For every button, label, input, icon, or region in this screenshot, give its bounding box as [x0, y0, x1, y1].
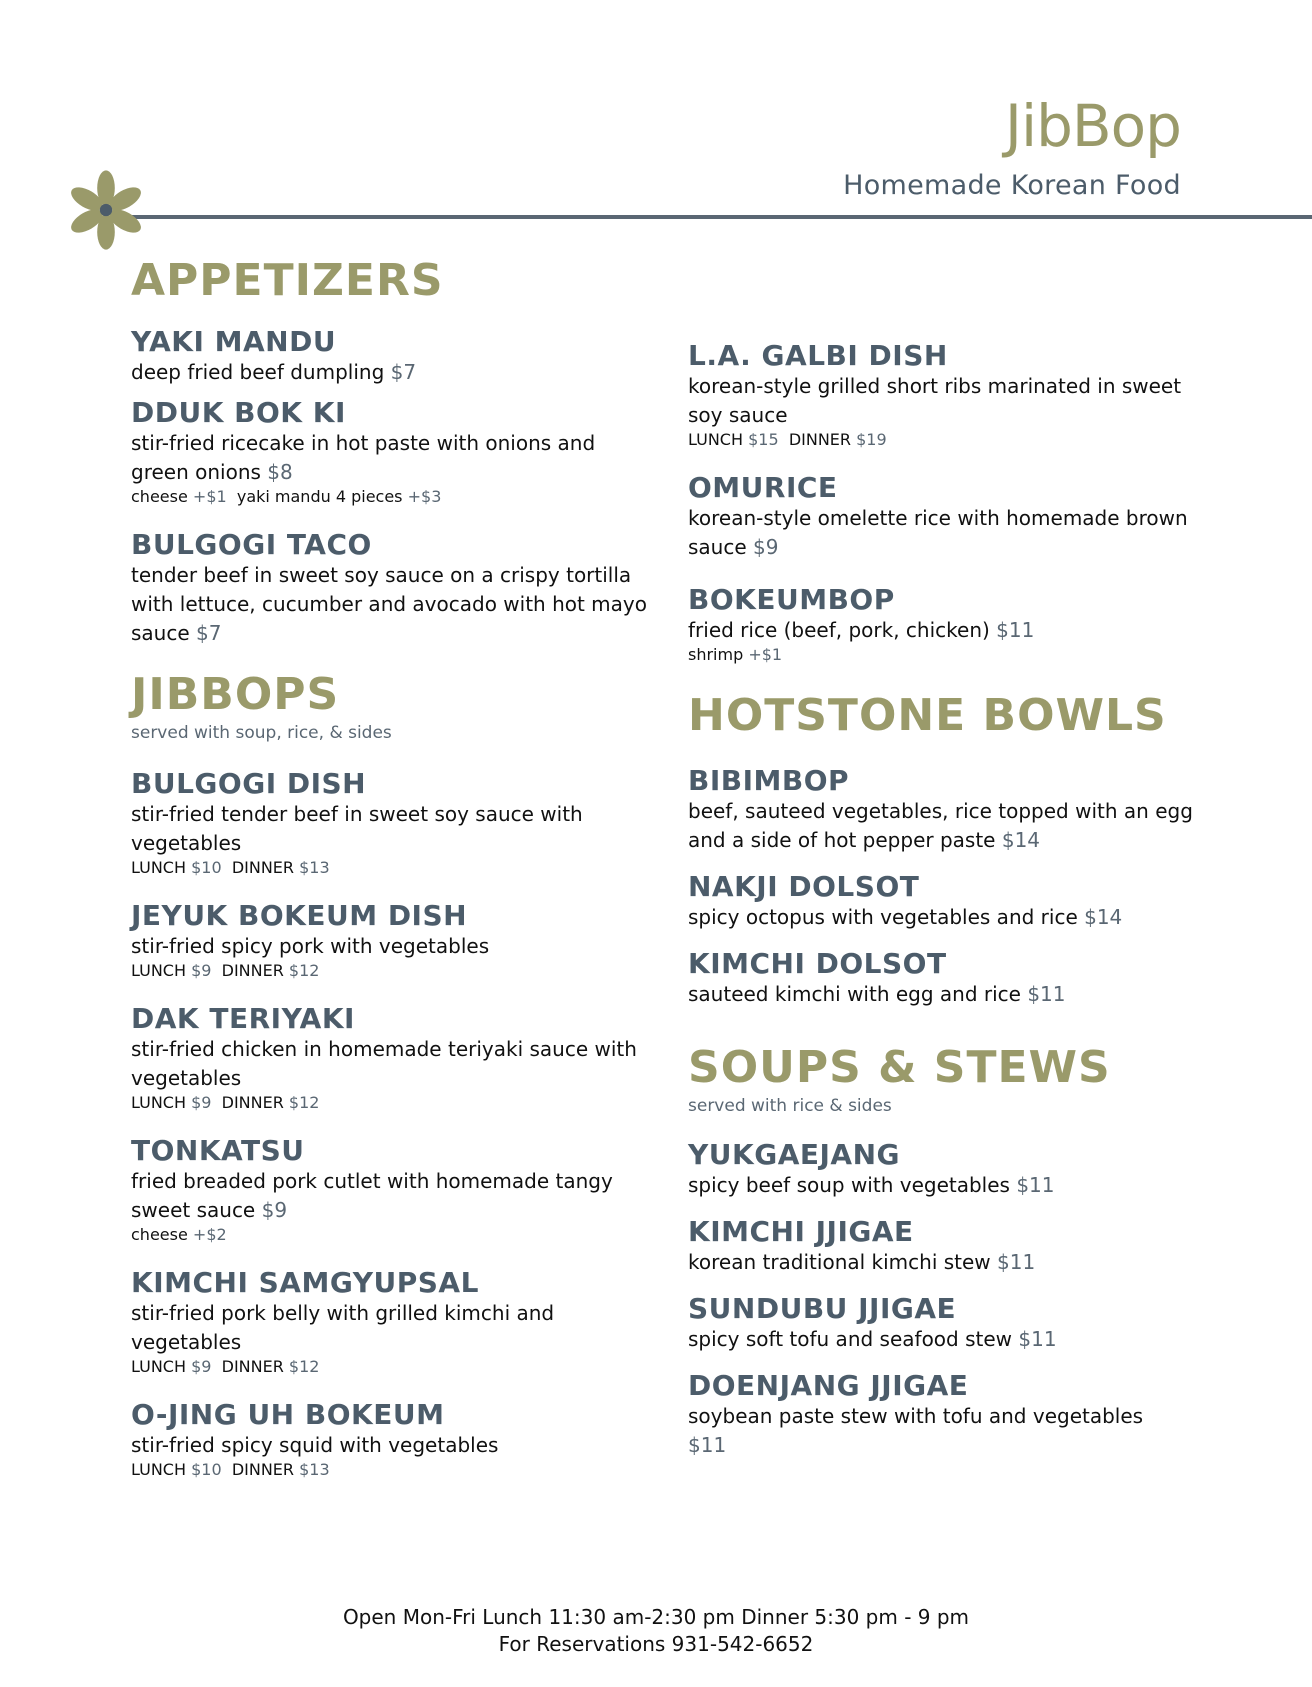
menu-item-bokeumbop — [688, 584, 1208, 665]
item-description: soybean paste stew with tofu and vegetables $11 — [688, 1404, 1144, 1457]
soups-subtitle: served with rice & sides — [688, 1096, 892, 1116]
item-price: $9 — [261, 1198, 288, 1222]
item-prices: LUNCH $15 DINNER $19 — [688, 430, 887, 449]
menu-item-bulgogi-dish — [131, 768, 651, 878]
item-name: DOENJANG JJIGAE — [688, 1369, 969, 1402]
footer — [0, 1604, 1312, 1658]
jibbops-subtitle: served with soup, rice, & sides — [131, 723, 392, 743]
item-description: spicy beef soup with vegetables $11 — [688, 1173, 1055, 1197]
reservation-phone: For Reservations 931-542-6652 — [498, 1632, 814, 1656]
item-name: KIMCHI SAMGYUPSAL — [131, 1266, 479, 1299]
jibbops-title: JIBBOPS — [131, 669, 340, 720]
item-description: deep fried beef dumpling $7 — [131, 360, 417, 384]
item-price: $11 — [688, 1433, 727, 1457]
item-prices: LUNCH $9 DINNER $12 — [131, 1357, 320, 1376]
item-price: $14 — [1001, 828, 1041, 852]
restaurant-name: JibBop — [1004, 92, 1181, 160]
item-description: beef, sauteed vegetables, rice topped with an egg and a side of hot pepper paste $14 — [688, 799, 1193, 852]
header-divider — [130, 215, 1312, 219]
menu-item-bibimbop — [688, 765, 1208, 855]
item-name: DDUK BOK KI — [131, 396, 346, 429]
menu-item-dduk-bok-ki — [131, 397, 651, 507]
menu-item-tonkatsu — [131, 1135, 651, 1245]
menu-item-la-galbi-dish — [688, 340, 1208, 450]
appetizers-title: APPETIZERS — [131, 255, 444, 306]
menu-item-omurice — [688, 472, 1208, 562]
item-description: stir-fried spicy pork with vegetables — [131, 934, 490, 958]
item-prices: LUNCH $10 DINNER $13 — [131, 858, 330, 877]
item-name: OMURICE — [688, 471, 838, 504]
menu-item-o-jing-uh-bokeum — [131, 1399, 651, 1480]
item-extras: cheese +$2 — [131, 1225, 227, 1244]
item-description: korean-style omelette rice with homemade brown sauce $9 — [688, 506, 1188, 559]
item-price: $14 — [1084, 905, 1123, 929]
item-price: $11 — [1027, 982, 1066, 1006]
item-prices: LUNCH $10 DINNER $13 — [131, 1460, 330, 1479]
item-description: spicy octopus with vegetables and rice $14 — [688, 905, 1123, 929]
item-prices: LUNCH $9 DINNER $12 — [131, 1093, 320, 1112]
menu-item-nakji-dolsot — [688, 871, 1208, 932]
menu-item-sundubu-jjigae — [688, 1293, 1208, 1354]
item-price: $11 — [996, 618, 1035, 642]
menu-item-doenjang-jjigae — [688, 1370, 1208, 1460]
item-price: $7 — [390, 360, 417, 384]
item-description: sauteed kimchi with egg and rice $11 — [688, 982, 1066, 1006]
opening-hours: Open Mon-Fri Lunch 11:30 am-2:30 pm Dinner 5:30 pm - 9 pm — [342, 1605, 970, 1629]
menu-item-kimchi-jjigae — [688, 1216, 1208, 1277]
item-name: NAKJI DOLSOT — [688, 870, 920, 903]
item-name: SUNDUBU JJIGAE — [688, 1292, 957, 1325]
item-description: korean-style grilled short ribs marinated in sweet soy sauce — [688, 374, 1182, 427]
left-column — [131, 256, 651, 1480]
flower-logo-icon — [62, 166, 150, 254]
item-price: $11 — [1016, 1173, 1055, 1197]
item-name: BIBIMBOP — [688, 764, 850, 797]
item-name: BULGOGI TACO — [131, 528, 372, 561]
item-description: tender beef in sweet soy sauce on a crispy tortilla with lettuce, cucumber and avocado with hot mayo sauce $7 — [131, 563, 647, 645]
right-column — [688, 340, 1208, 1460]
item-name: L.A. GALBI DISH — [688, 339, 948, 372]
item-name: KIMCHI DOLSOT — [688, 947, 947, 980]
item-description: stir-fried pork belly with grilled kimchi and vegetables — [131, 1301, 555, 1354]
item-price: $8 — [267, 460, 293, 484]
item-extras: cheese +$1 yaki mandu 4 pieces +$3 — [131, 487, 442, 506]
item-description: spicy soft tofu and seafood stew $11 — [688, 1327, 1057, 1351]
menu-item-bulgogi-taco — [131, 529, 651, 648]
item-description: fried breaded pork cutlet with homemade tangy sweet sauce $9 — [131, 1169, 613, 1222]
item-name: JEYUK BOKEUM DISH — [131, 899, 468, 932]
item-description: stir-fried spicy squid with vegetables — [131, 1433, 499, 1457]
item-name: YAKI MANDU — [131, 325, 337, 358]
brand-header — [843, 92, 1181, 201]
item-extras: shrimp +$1 — [688, 645, 783, 664]
item-name: YUKGAEJANG — [688, 1138, 900, 1171]
menu-item-yukgaejang — [688, 1139, 1208, 1200]
menu-item-jeyuk-bokeum-dish — [131, 900, 651, 981]
item-description: stir-fried tender beef in sweet soy sauce with vegetables — [131, 802, 583, 855]
item-name: KIMCHI JJIGAE — [688, 1215, 914, 1248]
item-name: BOKEUMBOP — [688, 583, 895, 616]
item-price: $11 — [1018, 1327, 1057, 1351]
item-description: stir-fried chicken in homemade teriyaki sauce with vegetables — [131, 1037, 637, 1090]
item-price: $9 — [753, 535, 779, 559]
item-description: stir-fried ricecake in hot paste with onions and green onions $8 — [131, 431, 596, 484]
restaurant-tagline: Homemade Korean Food — [843, 170, 1181, 201]
item-name: TONKATSU — [131, 1134, 305, 1167]
item-price: $7 — [196, 621, 222, 645]
menu-item-dak-teriyaki — [131, 1003, 651, 1113]
menu-item-kimchi-dolsot — [688, 948, 1208, 1009]
item-name: O-JING UH BOKEUM — [131, 1398, 445, 1431]
hotstone-title: HOTSTONE BOWLS — [688, 690, 1167, 741]
item-price: $11 — [997, 1250, 1036, 1274]
item-prices: LUNCH $9 DINNER $12 — [131, 961, 320, 980]
item-name: DAK TERIYAKI — [131, 1002, 355, 1035]
item-name: BULGOGI DISH — [131, 767, 367, 800]
soups-title: SOUPS & STEWS — [688, 1042, 1111, 1093]
menu-item-kimchi-samgyupsal — [131, 1267, 651, 1377]
item-description: korean traditional kimchi stew $11 — [688, 1250, 1036, 1274]
item-description: fried rice (beef, pork, chicken) $11 — [688, 618, 1035, 642]
menu-item-yaki-mandu — [131, 326, 651, 387]
